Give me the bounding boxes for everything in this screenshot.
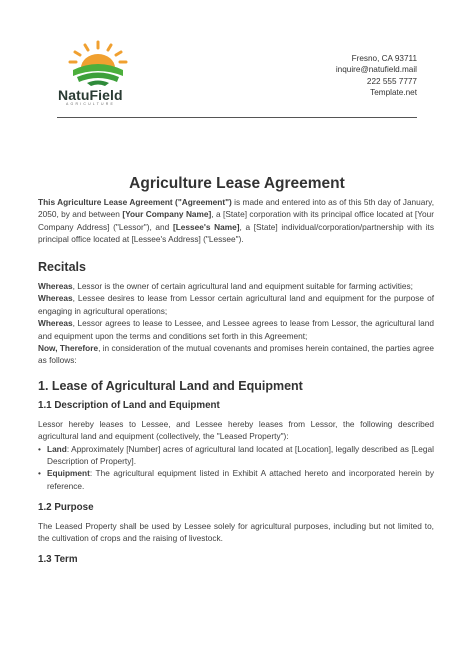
- bullet-lead: Land: [47, 443, 67, 454]
- intro-bold-company: [Your Company Name]: [122, 209, 212, 220]
- recital-lead: Whereas: [38, 318, 73, 329]
- bullet-equipment: [38, 467, 434, 492]
- recital-text: , Lessor agrees to lease to Lessee, and Lessee agrees to lease from Lessor, the agricultural land and equipment upon the terms and conditions set forth in this Agreement;: [38, 318, 434, 341]
- document-title: Agriculture Lease Agreement: [129, 175, 345, 192]
- contact-email[interactable]: inquire@natufield.mail: [335, 65, 417, 75]
- contact-website[interactable]: Template.net: [370, 88, 417, 98]
- contact-address: Fresno, CA 93711: [351, 54, 417, 63]
- bullet-text: : Approximately [Number] acres of agricultural land located at [Location], legally described as [Legal Description of Property].: [47, 443, 434, 466]
- recital-lead: Now, Therefore: [38, 343, 99, 354]
- intro-bold-lessee: [Lessee's Name]: [172, 221, 240, 232]
- brand-name: NatuField: [58, 87, 123, 103]
- bullet-dot: •: [38, 468, 41, 479]
- recital-text: , Lessor is the owner of certain agricultural land and equipment suitable for farming activities;: [72, 281, 413, 292]
- recital-lead: Whereas: [38, 293, 73, 304]
- section-1-3-heading: 1.3 Term: [38, 554, 78, 566]
- contact-block: [336, 53, 417, 99]
- document-body: [38, 196, 434, 572]
- intro-text-1: is made and entered into as of this 5th day of January, 2050, by and between: [38, 197, 435, 220]
- company-logo: [58, 40, 138, 106]
- intro-bold-agreement: This Agriculture Lease Agreement ("Agreement"): [38, 197, 232, 207]
- bullet-lead: Equipment: [47, 468, 90, 479]
- header-divider: [57, 117, 417, 118]
- intro-paragraph: [38, 196, 434, 246]
- brand-tagline: AGRICULTURE: [66, 102, 116, 106]
- recital-2: [38, 292, 434, 317]
- recital-4: [38, 342, 434, 367]
- recital-3: [38, 317, 434, 342]
- intro-text-3: , a [State] individual/corporation/partnership with its principal office located at [Lessee's Address] ("Lessee").: [38, 221, 435, 245]
- intro-text-2: , a [State] corporation with its principal office located at [Your Company Address] ("Lessor"), and: [38, 209, 434, 232]
- section-1-2-heading: 1.2 Purpose: [38, 502, 94, 514]
- bullet-text: : The agricultural equipment listed in Exhibit A attached hereto and incorporated herein by reference.: [47, 468, 434, 491]
- sunrise-field-icon: [67, 40, 129, 86]
- section-1-1-text: Lessor hereby leases to Lessee, and Lessee hereby leases from Lessor, the following described agricultural land and equipment (collectively, the "Leased Property"):: [38, 418, 434, 442]
- contact-phone: 222 555 7777: [366, 76, 417, 86]
- section-1-heading: 1. Lease of Agricultural Land and Equipment: [38, 378, 303, 393]
- bullet-land: [38, 443, 434, 468]
- recital-text: , Lessee desires to lease from Lessor certain agricultural land and equipment for the purpose of engaging in agricultural operations;: [38, 293, 434, 316]
- bullet-dot: •: [38, 443, 41, 454]
- recital-lead: Whereas: [38, 281, 73, 292]
- recital-1: [38, 280, 434, 292]
- recitals-heading: Recitals: [38, 259, 86, 274]
- section-1-1-heading: 1.1 Description of Land and Equipment: [38, 400, 220, 412]
- recital-text: , in consideration of the mutual covenants and promises herein contained, the parties agree as follows:: [38, 343, 434, 366]
- section-1-2-text: The Leased Property shall be used by Lessee solely for agricultural purposes, including but not limited to, the cultivation of crops and the raising of livestock.: [38, 520, 434, 543]
